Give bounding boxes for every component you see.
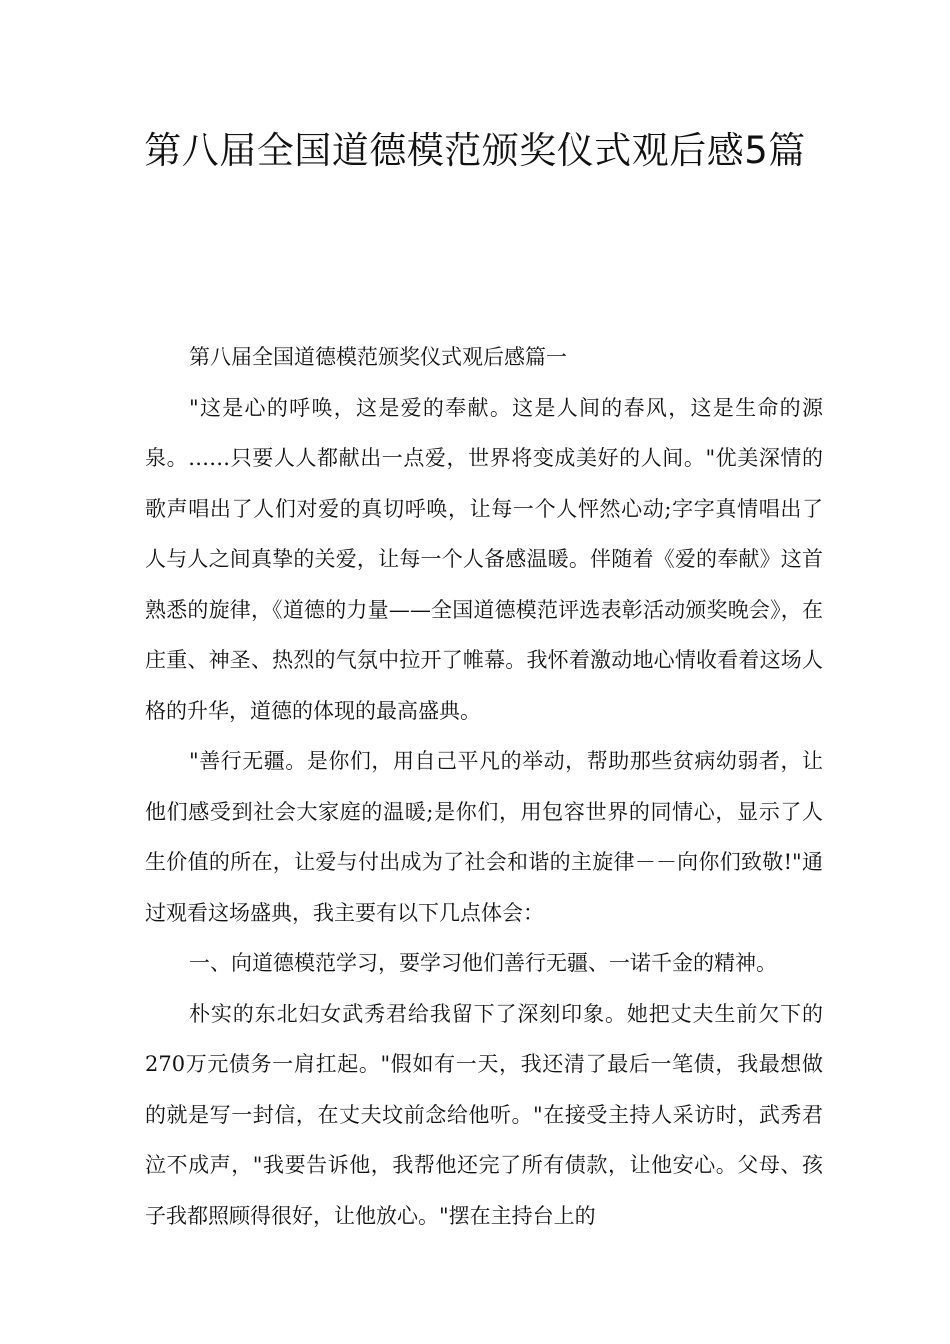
paragraph: "善行无疆。是你们，用自己平凡的举动，帮助那些贫病幼弱者，让他们感受到社会大家庭的温暖;是你们，用包容世界的同情心，显示了人生价值的所在，让爱与付出成为了社会和谐的主旋律－－向你们致敬!"通过观看这场盛典，我主要有以下几点体会： xyxy=(145,749,823,925)
paragraph: 一、向道德模范学习，要学习他们善行无疆、一诺千金的精神。 xyxy=(189,951,777,975)
section-heading: 第八届全国道德模范颁奖仪式观后感篇一 xyxy=(189,345,567,369)
document-body xyxy=(145,332,823,1241)
document-title: 第八届全国道德模范颁奖仪式观后感5篇 xyxy=(144,129,806,172)
paragraph: 朴实的东北妇女武秀君给我留下了深刻印象。她把丈夫生前欠下的270万元债务一肩扛起。"假如有一天，我还清了最后一笔债，我最想做的就是写一封信，在丈夫坟前念给他听。"在接受主持人采访时，武秀君泣不成声，"我要告诉他，我帮他还完了所有债款，让他安心。父母、孩子我都照顾得很好，让他放心。"摆在主持台上的 xyxy=(145,1001,823,1228)
paragraph: "这是心的呼唤，这是爱的奉献。这是人间的春风，这是生命的源泉。……只要人人都献出一点爱，世界将变成美好的人间。"优美深情的歌声唱出了人们对爱的真切呼唤，让每一个人怦然心动;字字真情唱出了人与人之间真挚的关爱，让每一个人备感温暖。伴随着《爱的奉献》这首熟悉的旋律，《道德的力量——全国道德模范评选表彰活动颁奖晚会》，在庄重、神圣、热烈的气氛中拉开了帷幕。我怀着激动地心情收看着这场人格的升华，道德的体现的最高盛典。 xyxy=(145,395,823,723)
